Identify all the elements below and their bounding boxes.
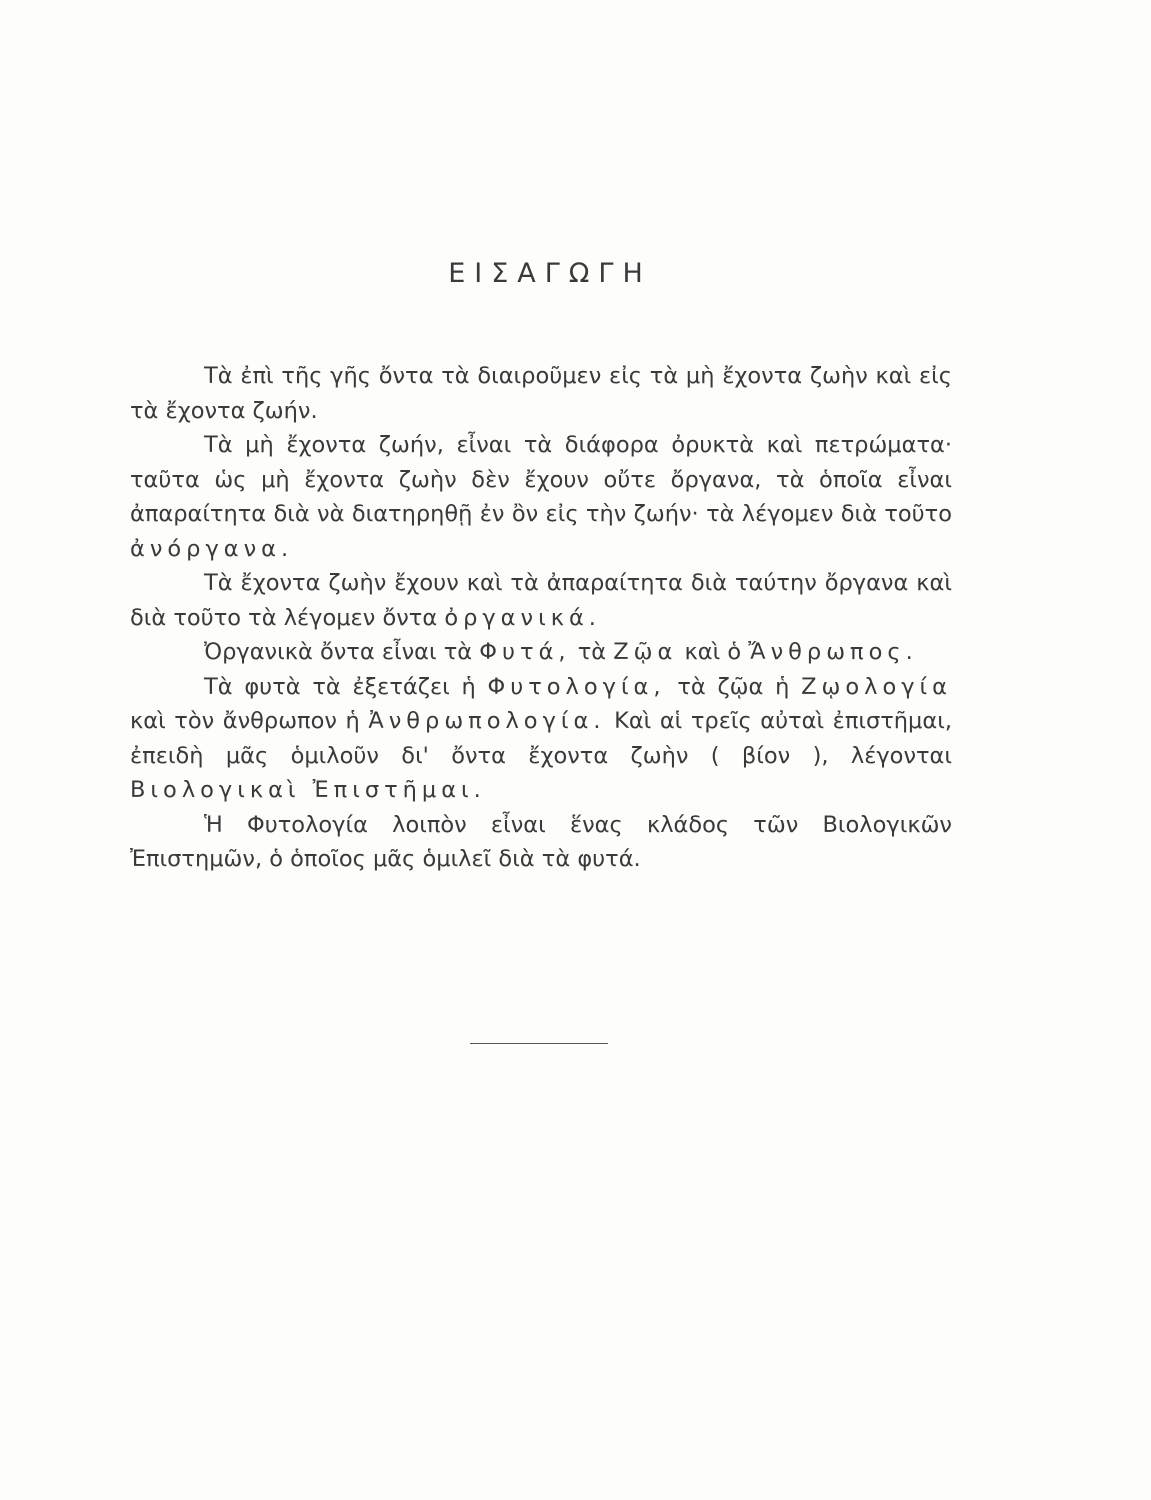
term-organika: ὀργανικά. [444,604,601,631]
paragraph-3 [130,566,952,635]
term-zoologia: Ζῳολογία [801,673,953,700]
term-anorgana: ἀνόργανα. [130,535,294,562]
page-title: ΕΙΣΑΓΩΓΗ [448,258,652,289]
paragraph-2-text: Τὰ μὴ ἔχοντα ζωήν, εἶναι τὰ διάφορα ὀρυκτὰ καὶ πετρώματα· ταῦτα ὡς μὴ ἔχοντα ζωὴν δὲν ἔχουν οὔτε ὄργανα, τὰ ὁποῖα εἶναι ἀπαραίτητα διὰ νὰ διατηρηθῇ ἐν ὂν εἰς τὴν ζωήν· τὰ λέγομεν διὰ τοῦτο [130,432,952,527]
paragraph-2 [130,428,952,566]
term-biologikai-epistimai: Βιολογικαὶ Ἐπιστῆμαι. [130,777,486,803]
term-anthropologia: Ἀνθρωπολογία. [368,708,606,734]
term-anthropos: Ἄνθρωπος. [748,639,918,665]
term-fytologia: Φυτολογία, [487,673,666,700]
body-text [130,359,952,877]
paragraph-5-text-d: Καὶ αἱ τρεῖς αὐταὶ ἐπιστῆμαι, ἐπειδὴ μᾶς ὁμιλοῦν δι' ὄντα ἔχοντα ζωὴν ( βίον ), λέγονται [130,708,952,769]
term-fyta: Φυτά, [479,639,571,665]
paragraph-5-text-a: Τὰ φυτὰ τὰ ἐξετάζει ἡ [204,673,476,700]
paragraph-5-text-b: τὰ ζῷα ἡ [677,673,790,700]
term-zoa: Ζῷα [613,639,678,665]
paragraph-4-text-c: καὶ ὁ [684,639,742,665]
paragraph-5 [130,670,952,808]
paragraph-3-text: Τὰ ἔχοντα ζωὴν ἔχουν καὶ τὰ ἀπαραίτητα διὰ ταύτην ὄργανα καὶ διὰ τοῦτο τὰ λέγομεν ὄντα [130,570,952,631]
paragraph-6: Ἡ Φυτολογία λοιπὸν εἶναι ἕνας κλάδος τῶν Βιολογικῶν Ἐπιστημῶν, ὁ ὁποῖος μᾶς ὁμιλεῖ διὰ τὰ φυτά. [130,811,952,872]
section-divider [470,1043,608,1044]
paragraph-4-text-a: Ὀργανικὰ ὄντα εἶναι τὰ [204,639,473,665]
paragraph-4 [130,635,952,670]
paragraph-5-text-c: καὶ τὸν ἄνθρωπον ἡ [130,708,360,734]
paragraph-1: Τὰ ἐπὶ τῆς γῆς ὄντα τὰ διαιροῦμεν εἰς τὰ μὴ ἔχοντα ζωὴν καὶ εἰς τὰ ἔχοντα ζωήν. [130,363,952,424]
paragraph-4-text-b: τὰ [577,639,607,665]
